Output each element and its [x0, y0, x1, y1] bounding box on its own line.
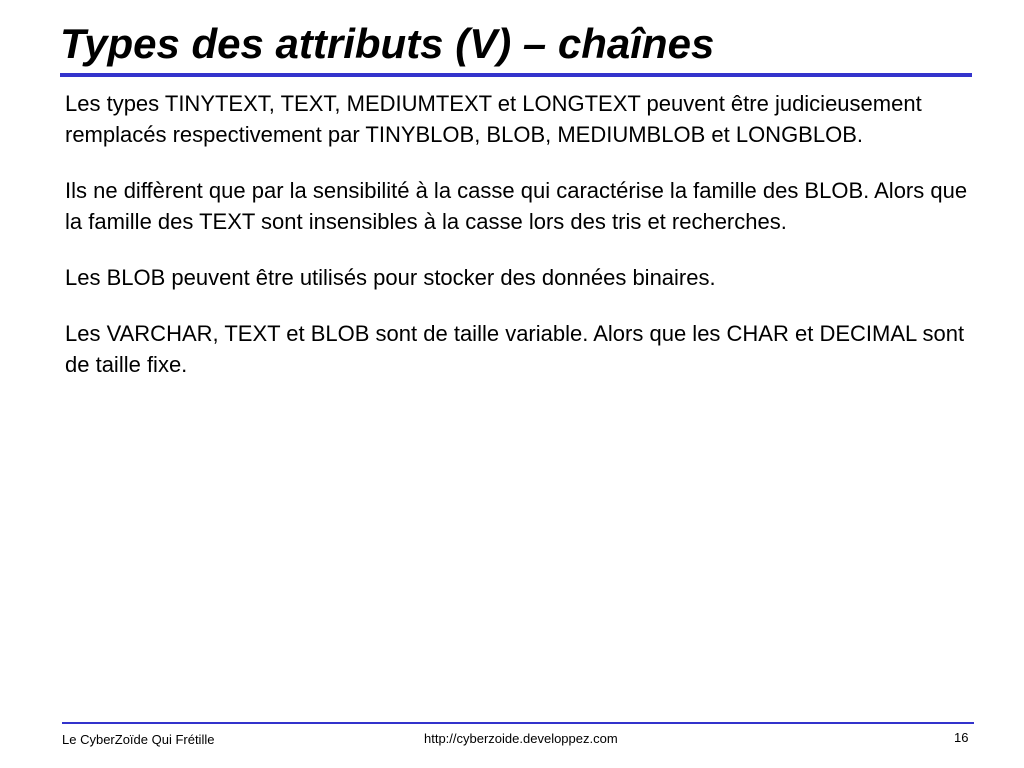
- paragraph-text-blob-types: Les types TINYTEXT, TEXT, MEDIUMTEXT et LONGTEXT peuvent être judicieusement remplacés respectivement par TINYBLOB, BLOB, MEDIUMBLOB et LONGBLOB.: [65, 91, 922, 147]
- slide-body: [65, 88, 975, 405]
- paragraph-binary-data: Les BLOB peuvent être utilisés pour stocker des données binaires.: [65, 265, 716, 290]
- paragraph-variable-size: Les VARCHAR, TEXT et BLOB sont de taille variable. Alors que les CHAR et DECIMAL sont de taille fixe.: [65, 321, 965, 377]
- paragraph-case-sensitivity: Ils ne diffèrent que par la sensibilité à la casse qui caractérise la famille des BLOB. Alors que la famille des TEXT sont insensibles à la casse lors des tris et recherches.: [65, 178, 968, 234]
- footer-rule: [62, 722, 974, 724]
- title-underline: [60, 73, 972, 77]
- slide-title: Types des attributs (V) – chaînes: [60, 20, 715, 67]
- page-number: 16: [954, 730, 969, 745]
- footer-url: http://cyberzoide.developpez.com: [424, 731, 618, 746]
- footer-author: Le CyberZoïde Qui Frétille: [62, 732, 215, 747]
